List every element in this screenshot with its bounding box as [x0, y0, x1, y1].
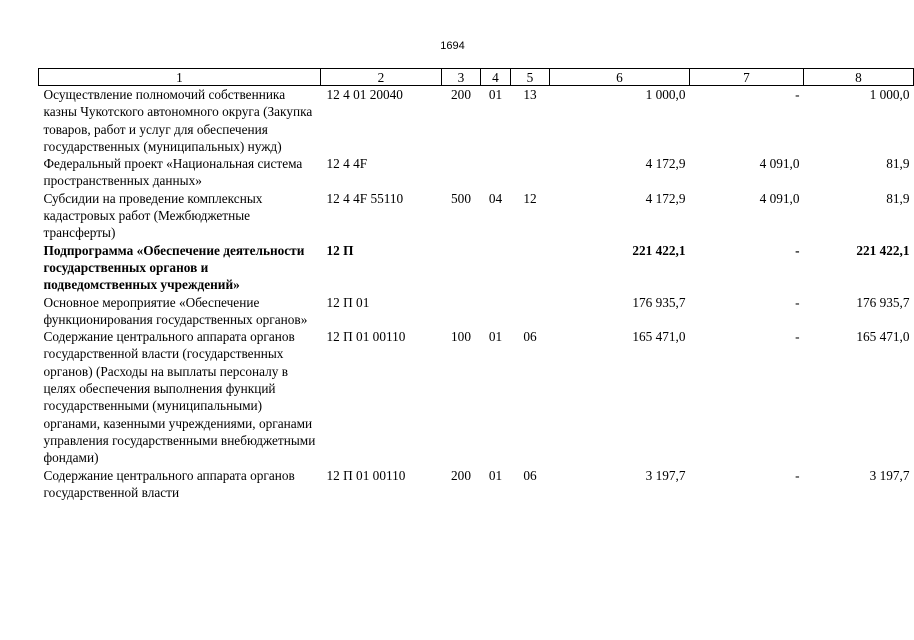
target-article-code: 12 4 4F — [326, 156, 368, 172]
target-article-code: 12 П 01 — [326, 294, 370, 310]
table-body — [39, 86, 914, 502]
federal-amount: - — [795, 294, 800, 310]
section-code: 04 — [488, 190, 503, 206]
item-name: Федеральный проект «Национальная система пространственных данных» — [43, 156, 303, 189]
expense-type-code — [442, 294, 481, 329]
federal-amount: 4 091,0 — [759, 190, 800, 206]
federal-amount: 4 091,0 — [759, 156, 800, 172]
regional-amount: 81,9 — [886, 190, 910, 206]
total-amount: 4 172,9 — [645, 190, 686, 206]
item-name: Подпрограмма «Обеспечение деятельности государственных органов и подведомственных учреждений» — [43, 242, 305, 293]
expense-type-code: 200 — [451, 87, 471, 102]
total-amount: 176 935,7 — [632, 294, 686, 310]
regional-amount: 176 935,7 — [856, 294, 910, 310]
federal-amount: - — [795, 329, 800, 345]
total-amount: 165 471,0 — [632, 329, 686, 345]
column-header: 4 — [481, 69, 511, 86]
subsection-code: 12 — [523, 190, 537, 206]
section-code: 01 — [488, 467, 503, 483]
table-row — [39, 328, 914, 466]
federal-amount: - — [795, 87, 800, 102]
item-name: Осуществление полномочий собственника казны Чукотского автономного округа (Закупка товаров, работ и услуг для обеспечения государственных (муниципальных) нужд) — [43, 87, 313, 154]
regional-amount: 3 197,7 — [869, 467, 910, 483]
expense-type-code — [442, 155, 481, 190]
total-amount: 4 172,9 — [645, 156, 686, 172]
table-row — [39, 155, 914, 190]
section-code: 01 — [488, 329, 503, 345]
subsection-code — [511, 294, 550, 329]
target-article-code: 12 П 01 00110 — [326, 467, 406, 483]
total-amount: 1 000,0 — [645, 87, 686, 102]
page-number: 1694 — [440, 40, 465, 52]
column-header: 8 — [804, 69, 914, 86]
column-header: 7 — [690, 69, 804, 86]
column-header: 6 — [550, 69, 690, 86]
column-header: 5 — [511, 69, 550, 86]
table-row — [39, 242, 914, 294]
column-header: 2 — [321, 69, 442, 86]
total-amount: 3 197,7 — [645, 467, 686, 483]
item-name: Содержание центрального аппарата органов государственной власти (государственных органов) (Расходы на выплаты персоналу в целях обеспечения выполнения функций государственными (муниципальными) органами, казенными учреждениями, органами управления государственными внебюджетными фондами) — [43, 329, 316, 466]
federal-amount: - — [795, 467, 800, 483]
expense-type-code: 500 — [451, 190, 471, 206]
section-code — [481, 242, 511, 294]
budget-table — [38, 68, 914, 501]
header-row — [39, 69, 914, 86]
target-article-code: 12 4 01 20040 — [326, 87, 403, 102]
table-row — [39, 294, 914, 329]
table-row — [39, 467, 914, 502]
item-name: Субсидии на проведение комплексных кадастровых работ (Межбюджетные трансферты) — [43, 190, 263, 241]
target-article-code: 12 П — [326, 242, 354, 258]
subsection-code: 06 — [523, 329, 537, 345]
item-name: Содержание центрального аппарата органов государственной власти — [43, 467, 295, 500]
expense-type-code: 100 — [451, 329, 471, 345]
regional-amount: 1 000,0 — [869, 87, 910, 102]
expense-type-code: 200 — [451, 467, 471, 483]
section-code: 01 — [488, 87, 503, 102]
column-header: 1 — [39, 69, 321, 86]
section-code — [481, 155, 511, 190]
regional-amount: 81,9 — [886, 156, 910, 172]
subsection-code: 13 — [523, 87, 537, 102]
regional-amount: 165 471,0 — [856, 329, 910, 345]
federal-amount: - — [795, 242, 800, 258]
target-article-code: 12 4 4F 55110 — [326, 190, 404, 206]
regional-amount: 221 422,1 — [856, 242, 910, 258]
expense-type-code — [442, 242, 481, 294]
table-row — [39, 190, 914, 242]
total-amount: 221 422,1 — [632, 242, 686, 258]
section-code — [481, 294, 511, 329]
subsection-code — [511, 242, 550, 294]
subsection-code — [511, 155, 550, 190]
item-name: Основное мероприятие «Обеспечение функционирования государственных органов» — [43, 294, 308, 327]
table-header — [39, 69, 914, 86]
target-article-code: 12 П 01 00110 — [326, 329, 406, 345]
column-header: 3 — [442, 69, 481, 86]
table-row — [39, 86, 914, 156]
subsection-code: 06 — [523, 467, 537, 483]
